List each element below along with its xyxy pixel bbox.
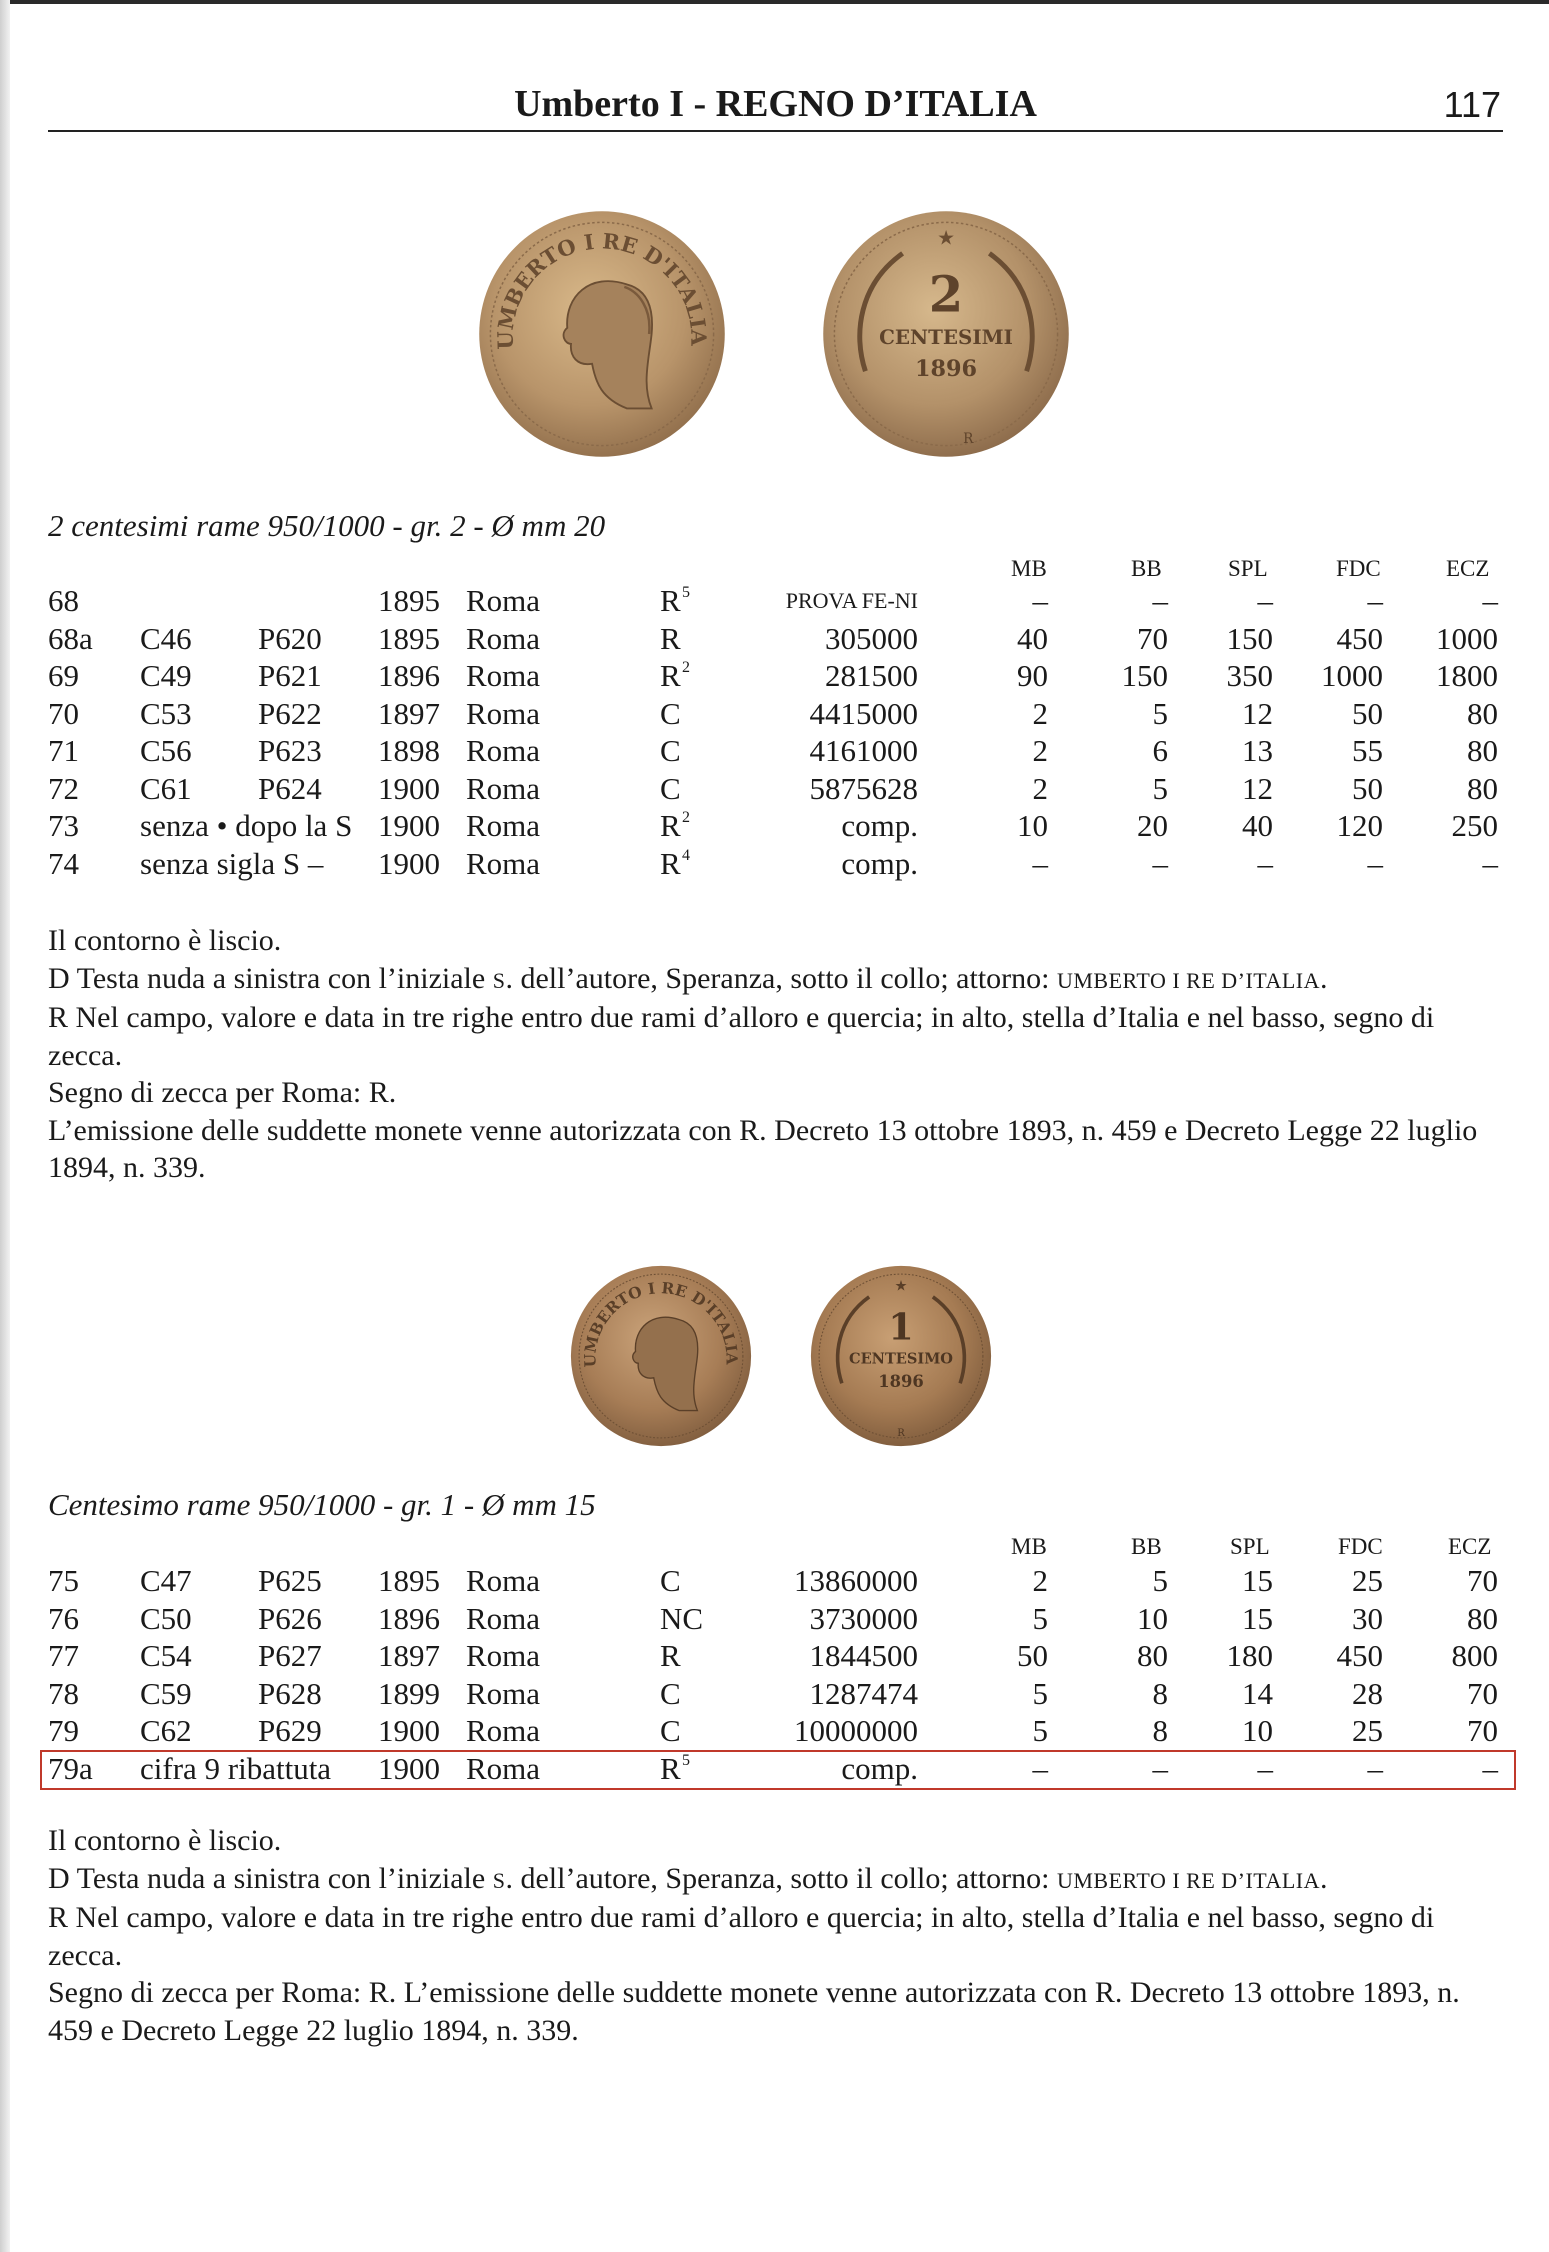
ref-c: C47 — [140, 1563, 192, 1598]
price-value: 5 — [1152, 770, 1168, 806]
price-value: 450 — [1336, 1638, 1383, 1673]
price-value: 5 — [1032, 1600, 1048, 1636]
mintage: 4415000 — [809, 695, 918, 731]
svg-text:CENTESIMO: CENTESIMO — [849, 1350, 953, 1368]
year: 1895 — [378, 620, 440, 656]
price-value: – — [1257, 1750, 1273, 1786]
table-row — [48, 582, 1548, 619]
grade-header: FDC — [1338, 1534, 1383, 1559]
price-value: 8 — [1152, 1713, 1168, 1748]
variety-note: cifra 9 ribattuta — [140, 1750, 332, 1786]
mint: Roma — [466, 1713, 541, 1748]
price-value: 14 — [1242, 1675, 1273, 1711]
price-value: 5 — [1032, 1675, 1048, 1711]
decree-note: Segno di zecca per Roma: R. L’emissione delle suddette monete venne autorizzata con R. Decreto 13 ottobre 1893, n. 459 e Decreto Legge 22 luglio 1894, n. 339. — [48, 1976, 1460, 2047]
price-value: 1000 — [1321, 658, 1383, 693]
table-row — [48, 1637, 1548, 1674]
rarity: R — [660, 583, 681, 618]
catalog-number: 68 — [48, 583, 79, 618]
grade-header: BB — [1131, 556, 1162, 581]
rarity: C — [660, 1713, 681, 1748]
ref-c: C46 — [140, 620, 192, 656]
svg-text:★: ★ — [894, 1278, 908, 1295]
year: 1899 — [378, 1675, 440, 1711]
section2-caption: Centesimo rame 950/1000 - gr. 1 - Ø mm 15 — [48, 1487, 596, 1522]
price-value: 40 — [1017, 620, 1048, 656]
rarity-degree: 2 — [682, 809, 690, 826]
mint: Roma — [466, 1638, 541, 1673]
svg-text:UMBERTO I RE D'ITALIA: UMBERTO I RE D'ITALIA — [580, 1278, 742, 1368]
mintage: 13860000 — [794, 1563, 918, 1598]
mint: Roma — [466, 658, 541, 693]
catalog-number: 72 — [48, 770, 79, 806]
ref-p: P626 — [258, 1600, 322, 1636]
price-value: 150 — [1226, 620, 1273, 656]
price-value: – — [1032, 1750, 1048, 1786]
catalog-number: 69 — [48, 658, 79, 693]
year: 1896 — [378, 1600, 440, 1636]
table-row — [48, 1600, 1548, 1637]
ref-p: P624 — [258, 770, 322, 806]
price-value: 80 — [1137, 1638, 1168, 1673]
price-value: 1800 — [1436, 658, 1498, 693]
table-row — [48, 1675, 1548, 1712]
price-value: – — [1257, 845, 1273, 881]
price-value: 90 — [1017, 658, 1048, 693]
price-value: 5 — [1152, 1563, 1168, 1598]
svg-text:R: R — [897, 1428, 905, 1440]
catalog-number: 79a — [48, 1750, 93, 1786]
year: 1895 — [378, 1563, 440, 1598]
price-value: 6 — [1152, 733, 1168, 768]
grade-header: BB — [1131, 1534, 1162, 1559]
table-row — [48, 1712, 1548, 1749]
price-value: 5 — [1032, 1713, 1048, 1748]
mintage: 281500 — [825, 658, 918, 693]
mint-mark-note: Segno di zecca per Roma: R. — [48, 1076, 397, 1109]
rarity: R — [660, 620, 681, 656]
rarity: NC — [660, 1600, 704, 1636]
mint: Roma — [466, 620, 541, 656]
table-row — [48, 770, 1548, 807]
ref-c: C62 — [140, 1713, 192, 1748]
edge-note: Il contorno è liscio. — [48, 924, 282, 957]
mintage: comp. — [841, 1750, 918, 1786]
decree-note: L’emissione delle suddette monete venne autorizzata con R. Decreto 13 ottobre 1893, n. 459 e Decreto Legge 22 luglio 1894, n. 339. — [48, 1113, 1478, 1184]
price-value: 10 — [1137, 1600, 1168, 1636]
table-row — [48, 1562, 1548, 1599]
price-value: 10 — [1017, 808, 1048, 843]
price-value: 250 — [1451, 808, 1498, 843]
table-row — [48, 845, 1548, 882]
table-header-row — [48, 1528, 1548, 1565]
section1-caption: 2 centesimi rame 950/1000 - gr. 2 - Ø mm 20 — [48, 508, 606, 543]
grade-header: MB — [1011, 1534, 1047, 1559]
price-value: 80 — [1467, 695, 1498, 731]
mint: Roma — [466, 1675, 541, 1711]
rarity: C — [660, 770, 681, 806]
ref-c: C61 — [140, 770, 192, 806]
price-value: – — [1482, 1750, 1498, 1786]
mint: Roma — [466, 770, 541, 806]
page-title: Umberto I - REGNO D’ITALIA — [514, 83, 1037, 125]
catalog-number: 76 — [48, 1600, 79, 1636]
reverse-description: R Nel campo, valore e data in tre righe entro due rami d’alloro e quercia; in alto, stella d’Italia e nel basso, segno di zecca. — [48, 1001, 1435, 1072]
price-value: 25 — [1352, 1563, 1383, 1598]
table-row — [48, 732, 1548, 769]
price-value: 13 — [1242, 733, 1273, 768]
year: 1900 — [378, 845, 440, 881]
mintage: 305000 — [825, 620, 918, 656]
ref-c: C49 — [140, 658, 192, 693]
mint: Roma — [466, 583, 541, 618]
catalog-number: 68a — [48, 620, 93, 656]
svg-text:CENTESIMI: CENTESIMI — [879, 324, 1013, 349]
price-value: – — [1367, 845, 1383, 881]
page-gutter-shadow — [0, 0, 10, 2252]
table-row — [48, 657, 1548, 694]
mint: Roma — [466, 845, 541, 881]
price-value: 800 — [1451, 1638, 1498, 1673]
svg-text:2: 2 — [928, 264, 964, 324]
price-value: – — [1482, 583, 1498, 618]
section1-description — [48, 922, 1508, 1187]
table-row — [48, 620, 1548, 657]
mint: Roma — [466, 695, 541, 731]
rarity: C — [660, 733, 681, 768]
price-value: 1000 — [1436, 620, 1498, 656]
mintage: PROVA FE-NI — [785, 588, 918, 613]
obverse-description: D Testa nuda a sinistra con l’iniziale S. dell’autore, Speranza, sotto il collo; attorno: UMBERTO I RE D’ITALIA. — [48, 961, 1328, 995]
ref-c: C59 — [140, 1675, 192, 1711]
price-value: – — [1152, 1750, 1168, 1786]
mintage: comp. — [841, 808, 918, 843]
price-value: 150 — [1121, 658, 1168, 693]
svg-text:1896: 1896 — [914, 356, 978, 383]
year: 1897 — [378, 695, 440, 731]
catalog-number: 71 — [48, 733, 79, 768]
catalog-number: 78 — [48, 1675, 79, 1711]
page-number: 117 — [1443, 84, 1501, 125]
rarity-degree: 5 — [682, 584, 690, 601]
grade-header: ECZ — [1446, 556, 1490, 581]
ref-p: P629 — [258, 1713, 322, 1748]
price-value: 10 — [1242, 1713, 1273, 1748]
variety-note: senza sigla S – — [140, 845, 324, 881]
mint: Roma — [466, 1750, 541, 1786]
catalog-number: 73 — [48, 808, 79, 843]
svg-text:1896: 1896 — [878, 1371, 924, 1391]
price-value: – — [1032, 845, 1048, 881]
catalog-number: 70 — [48, 695, 79, 731]
mint: Roma — [466, 733, 541, 768]
year: 1900 — [378, 770, 440, 806]
price-value: 12 — [1242, 695, 1273, 731]
ref-p: P627 — [258, 1638, 322, 1673]
price-value: 70 — [1467, 1675, 1498, 1711]
rarity: C — [660, 1675, 681, 1711]
rarity: R — [660, 658, 681, 693]
coin-2-centesimi-obverse — [478, 210, 726, 458]
mintage: 1844500 — [809, 1638, 918, 1673]
mintage: 4161000 — [809, 733, 918, 768]
rarity-degree: 2 — [682, 659, 690, 676]
svg-text:R: R — [963, 431, 974, 448]
price-value: 30 — [1352, 1600, 1383, 1636]
price-value: – — [1367, 583, 1383, 618]
rarity: R — [660, 1750, 681, 1786]
price-value: – — [1152, 845, 1168, 881]
price-value: 350 — [1226, 658, 1273, 693]
price-value: 8 — [1152, 1675, 1168, 1711]
ref-p: P623 — [258, 733, 322, 768]
ref-p: P620 — [258, 620, 322, 656]
catalog-number: 75 — [48, 1563, 79, 1598]
catalog-number: 79 — [48, 1713, 79, 1748]
rarity: R — [660, 845, 681, 881]
price-value: 50 — [1017, 1638, 1048, 1673]
section2-description — [48, 1822, 1508, 2049]
rarity: R — [660, 1638, 681, 1673]
top-border — [0, 0, 1549, 4]
price-value: 70 — [1137, 620, 1168, 656]
grade-header: FDC — [1336, 556, 1381, 581]
price-value: 450 — [1336, 620, 1383, 656]
price-value: 55 — [1352, 733, 1383, 768]
rarity-degree: 4 — [682, 846, 690, 864]
coin-2-centesimi-reverse — [822, 210, 1070, 458]
rarity: R — [660, 808, 681, 843]
grade-header: ECZ — [1448, 1534, 1492, 1559]
price-value: 12 — [1242, 770, 1273, 806]
price-value: – — [1482, 845, 1498, 881]
grade-header: MB — [1011, 556, 1047, 581]
price-value: 70 — [1467, 1713, 1498, 1748]
mintage: 10000000 — [794, 1713, 918, 1748]
ref-c: C53 — [140, 695, 192, 731]
year: 1900 — [378, 1750, 440, 1786]
variety-note: senza • dopo la S — [140, 808, 353, 843]
price-value: 15 — [1242, 1563, 1273, 1598]
table-row — [48, 807, 1548, 844]
price-value: – — [1152, 583, 1168, 618]
price-value: – — [1032, 583, 1048, 618]
price-value: 180 — [1226, 1638, 1273, 1673]
year: 1897 — [378, 1638, 440, 1673]
price-value: 120 — [1336, 808, 1383, 843]
mintage: 5875628 — [809, 770, 918, 806]
price-value: 40 — [1242, 808, 1273, 843]
price-value: 25 — [1352, 1713, 1383, 1748]
rarity: C — [660, 695, 681, 731]
grade-header: SPL — [1230, 1534, 1270, 1559]
svg-text:UMBERTO I RE D'ITALIA: UMBERTO I RE D'ITALIA — [492, 228, 712, 350]
mint: Roma — [466, 808, 541, 843]
table-row — [48, 695, 1548, 732]
price-value: 15 — [1242, 1600, 1273, 1636]
edge-note: Il contorno è liscio. — [48, 1824, 282, 1857]
rarity: C — [660, 1563, 681, 1598]
ref-p: P622 — [258, 695, 322, 731]
price-value: 2 — [1032, 695, 1048, 731]
grade-header: SPL — [1228, 556, 1268, 581]
mintage: comp. — [841, 845, 918, 881]
price-value: 80 — [1467, 1600, 1498, 1636]
price-value: 28 — [1352, 1675, 1383, 1711]
price-value: 2 — [1032, 733, 1048, 768]
price-value: 80 — [1467, 770, 1498, 806]
ref-c: C56 — [140, 733, 192, 768]
rarity-degree: 5 — [682, 1751, 690, 1769]
price-value: 50 — [1352, 770, 1383, 806]
catalog-number: 74 — [48, 845, 79, 881]
price-value: 2 — [1032, 770, 1048, 806]
year: 1898 — [378, 733, 440, 768]
price-value: – — [1257, 583, 1273, 618]
svg-text:★: ★ — [937, 227, 955, 250]
ref-p: P621 — [258, 658, 322, 693]
price-value: 50 — [1352, 695, 1383, 731]
price-value: 70 — [1467, 1563, 1498, 1598]
price-value: 80 — [1467, 733, 1498, 768]
mintage: 3730000 — [809, 1600, 918, 1636]
mintage: 1287474 — [809, 1675, 918, 1711]
highlight-row-79a — [40, 1750, 1516, 1790]
svg-text:1: 1 — [888, 1305, 914, 1349]
ref-c: C50 — [140, 1600, 192, 1636]
mint: Roma — [466, 1600, 541, 1636]
ref-p: P625 — [258, 1563, 322, 1598]
mint: Roma — [466, 1563, 541, 1598]
price-value: 20 — [1137, 808, 1168, 843]
ref-c: C54 — [140, 1638, 192, 1673]
price-value: 5 — [1152, 695, 1168, 731]
year: 1896 — [378, 658, 440, 693]
price-value: 2 — [1032, 1563, 1048, 1598]
year: 1895 — [378, 583, 440, 618]
year: 1900 — [378, 1713, 440, 1748]
price-value: – — [1367, 1750, 1383, 1786]
ref-p: P628 — [258, 1675, 322, 1711]
catalog-number: 77 — [48, 1638, 79, 1673]
coin-1-centesimo-obverse — [570, 1265, 752, 1447]
page-header — [48, 78, 1503, 132]
year: 1900 — [378, 808, 440, 843]
obverse-description: D Testa nuda a sinistra con l’iniziale S. dell’autore, Speranza, sotto il collo; attorno: UMBERTO I RE D’ITALIA. — [48, 1861, 1328, 1895]
reverse-description: R Nel campo, valore e data in tre righe entro due rami d’alloro e quercia; in alto, stella d’Italia e nel basso, segno di zecca. — [48, 1901, 1435, 1972]
coin-1-centesimo-reverse — [810, 1265, 992, 1447]
